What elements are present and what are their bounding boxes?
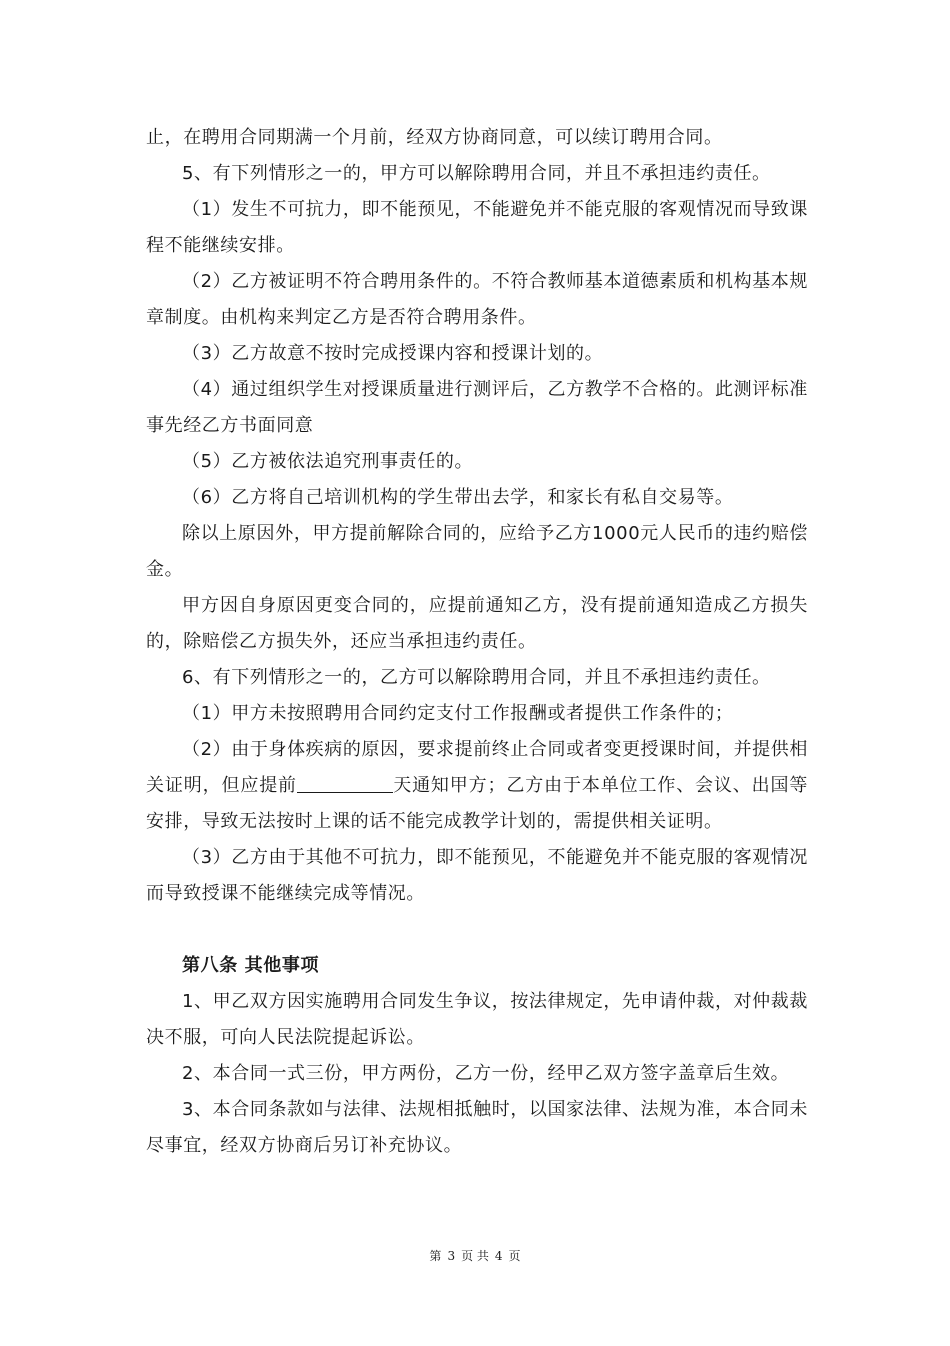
footer-suffix: 页: [508, 1249, 521, 1263]
section-8-item-3: 3、本合同条款如与法律、法规相抵触时，以国家法律、法规为准，本合同未尽事宜，经双方协商后另订补充协议。: [146, 1099, 808, 1156]
footer-current-page: 3: [447, 1249, 456, 1263]
contract-change-paragraph: 甲方因自身原因更变合同的，应提前通知乙方，没有提前通知造成乙方损失的，除赔偿乙方损失外，还应当承担违约责任。: [146, 595, 808, 652]
clause-5-item-1: （1）发生不可抗力，即不能预见，不能避免并不能克服的客观情况而导致课程不能继续安排。: [146, 199, 808, 256]
clause-6-item-2-before: （2）由于身体疾病的原因，要求提前终止合同或者变更授课时间，并提供相关证明，但应提前: [146, 739, 808, 796]
clause-5-item-3: （3）乙方故意不按时完成授课内容和授课计划的。: [182, 343, 604, 364]
paragraph-continuation: 止，在聘用合同期满一个月前，经双方协商同意，可以续订聘用合同。: [146, 127, 723, 148]
section-8-item-1: 1、甲乙双方因实施聘用合同发生争议，按法律规定，先申请仲裁，对仲裁裁决不服，可向人民法院提起诉讼。: [146, 991, 808, 1048]
section-8-item-2: 2、本合同一式三份，甲方两份，乙方一份，经甲乙双方签字盖章后生效。: [182, 1063, 790, 1084]
clause-5-item-4: （4）通过组织学生对授课质量进行测评后，乙方教学不合格的。此测评标准事先经乙方书面同意: [146, 379, 808, 436]
compensation-paragraph: 除以上原因外，甲方提前解除合同的，应给予乙方1000元人民币的违约赔偿金。: [146, 523, 808, 580]
footer-total-pages: 4: [494, 1249, 503, 1263]
page-footer: [0, 1248, 950, 1264]
clause-6-item-2-after: 天通知甲方；乙方由于本单位工作、会议、出国等安排，导致无法按时上课的话不能完成教学计划的，需提供相关证明。: [146, 775, 808, 832]
clause-5-item-2: （2）乙方被证明不符合聘用条件的。不符合教师基本道德素质和机构基本规章制度。由机构来判定乙方是否符合聘用条件。: [146, 271, 808, 328]
contract-body: [146, 120, 808, 1164]
clause-6-item-3: （3）乙方由于其他不可抗力，即不能预见，不能避免并不能克服的客观情况而导致授课不能继续完成等情况。: [146, 847, 808, 904]
notice-days-blank: [297, 772, 393, 793]
section-8-heading: 第八条 其他事项: [182, 955, 320, 976]
footer-mid: 页 共: [461, 1249, 489, 1263]
clause-6-item-2: [146, 732, 808, 840]
clause-5-item-6: （6）乙方将自己培训机构的学生带出去学，和家长有私自交易等。: [182, 487, 734, 508]
clause-6-intro: 6、有下列情形之一的，乙方可以解除聘用合同，并且不承担违约责任。: [182, 667, 771, 688]
clause-5-item-5: （5）乙方被依法追究刑事责任的。: [182, 451, 474, 472]
footer-prefix: 第: [429, 1249, 442, 1263]
clause-5-intro: 5、有下列情形之一的，甲方可以解除聘用合同，并且不承担违约责任。: [182, 163, 771, 184]
clause-6-item-1: （1）甲方未按照聘用合同约定支付工作报酬或者提供工作条件的；: [182, 703, 734, 724]
